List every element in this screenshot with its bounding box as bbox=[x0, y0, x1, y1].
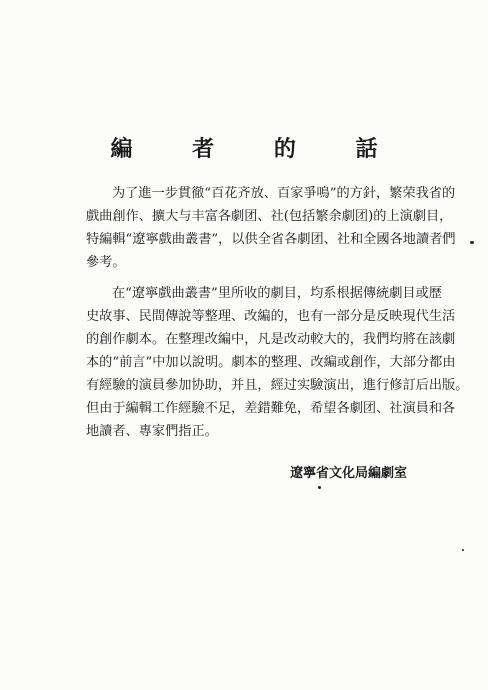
text-line: 有經驗的演員參加协助，并且，經过实驗演出，進行修訂后出版。 bbox=[86, 378, 469, 393]
text-line: 在“遼寧戲曲叢書”里所收的劇目，均系根据傳統劇目或歷 bbox=[112, 286, 442, 301]
text-line: 的創作劇本。在整理改編中，凡是改动較大的，我們均將在該劇 bbox=[86, 332, 456, 347]
ink-speck bbox=[462, 549, 464, 551]
ink-speck bbox=[318, 486, 321, 489]
signature: 遼寧省文化局編劇室 bbox=[290, 466, 408, 481]
text-line: 史故事、民間傳說等整理、改編的，也有一部分是反映現代生活 bbox=[86, 309, 456, 324]
text-line: 戲曲創作、擴大与丰富各劇团、社(包括繁余劇团)的上演劇目， bbox=[86, 209, 453, 224]
text-line: 參考。 bbox=[86, 255, 126, 270]
text-line: 地讀者、專家們指正。 bbox=[86, 424, 218, 439]
text-line: 为了進一步貫徹“百花齐放、百家爭鳴”的方針，繁荣我省的 bbox=[112, 186, 456, 201]
ink-speck bbox=[470, 241, 474, 244]
paragraph-1 bbox=[86, 182, 458, 274]
page-title: 編 者 的 話 bbox=[110, 136, 404, 162]
text-line: 特編輯“遼寧戲曲叢書”，以供全省各劇团、社和全國各地讀者們 bbox=[86, 232, 456, 247]
paragraph-2 bbox=[86, 282, 469, 443]
text-line: 本的“前言”中加以說明。劇本的整理、改編或創作，大部分都由 bbox=[86, 355, 456, 370]
text-line: 但由于編輯工作經驗不足，差錯難免，希望各劇团、社演員和各 bbox=[86, 401, 456, 416]
